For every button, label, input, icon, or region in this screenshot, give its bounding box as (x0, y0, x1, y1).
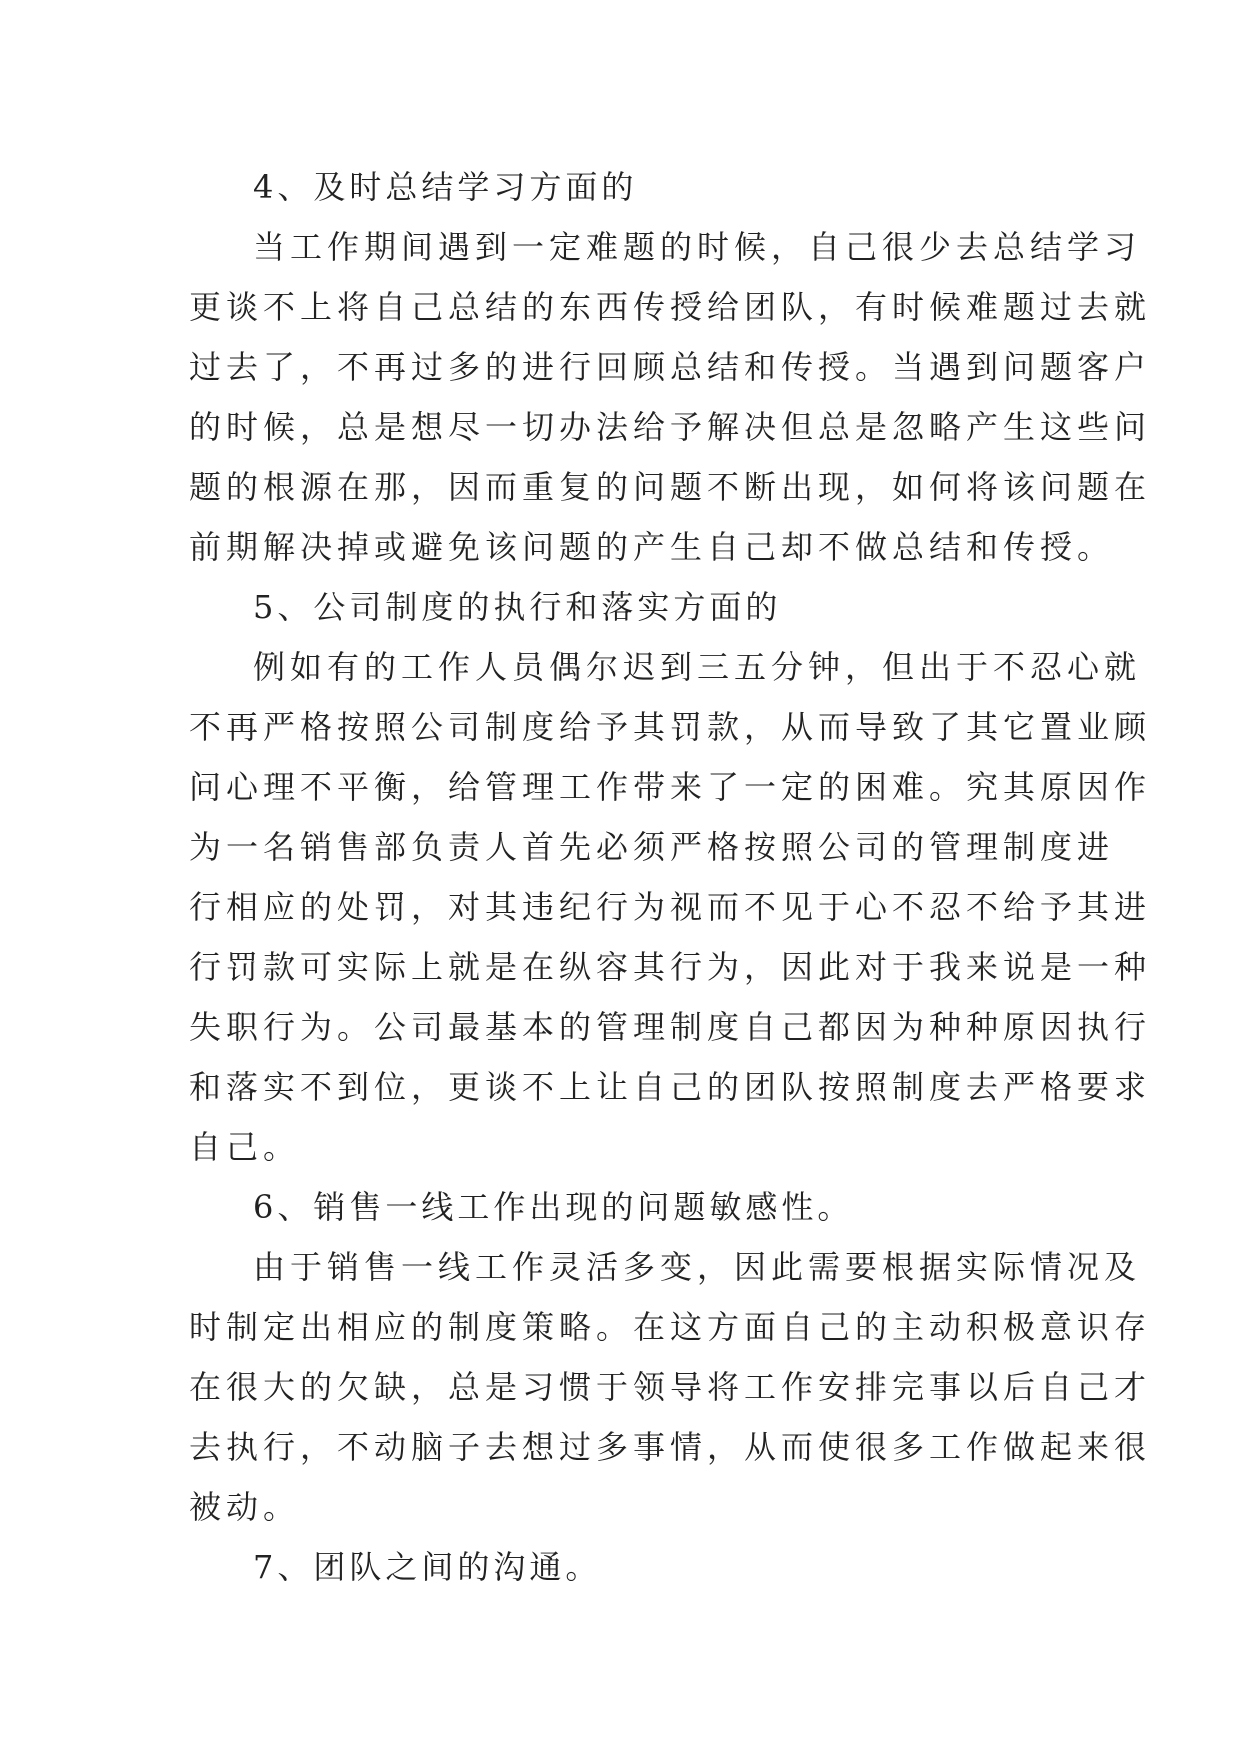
paragraph-line: 时制定出相应的制度策略。在这方面自己的主动积极意识存 (189, 1308, 1152, 1346)
paragraph-line: 过去了，不再过多的进行回顾总结和传授。当遇到问题客户 (189, 348, 1152, 386)
paragraph-line: 行相应的处罚，对其违纪行为视而不见于心不忍不给予其进 (189, 888, 1152, 926)
section-heading-5: 5、公司制度的执行和落实方面的 (253, 588, 782, 626)
paragraph-line: 问心理不平衡，给管理工作带来了一定的困难。究其原因作 (189, 768, 1152, 806)
paragraph-line: 更谈不上将自己总结的东西传授给团队，有时候难题过去就 (189, 288, 1152, 326)
paragraph-line: 行罚款可实际上就是在纵容其行为，因此对于我来说是一种 (189, 948, 1152, 986)
paragraph-line: 在很大的欠缺，总是习惯于领导将工作安排完事以后自己才 (189, 1368, 1152, 1406)
paragraph-line: 不再严格按照公司制度给予其罚款，从而导致了其它置业顾 (189, 708, 1152, 746)
section-heading-6: 6、销售一线工作出现的问题敏感性。 (253, 1188, 854, 1226)
paragraph-line: 由于销售一线工作灵活多变，因此需要根据实际情况及 (253, 1248, 1142, 1286)
section-paragraph-4 (189, 217, 1152, 577)
section-heading-7: 7、团队之间的沟通。 (253, 1548, 602, 1586)
paragraph-line: 当工作期间遇到一定难题的时候，自己很少去总结学习 (253, 228, 1142, 266)
paragraph-line: 去执行，不动脑子去想过多事情，从而使很多工作做起来很 (189, 1428, 1152, 1466)
paragraph-line: 前期解决掉或避免该问题的产生自己却不做总结和传授。 (189, 528, 1115, 566)
section-heading-4: 4、及时总结学习方面的 (253, 168, 638, 206)
section-paragraph-6 (189, 1237, 1152, 1537)
paragraph-line: 被动。 (189, 1488, 301, 1526)
paragraph-line: 自己。 (189, 1128, 301, 1166)
document-body (189, 157, 1152, 1597)
paragraph-line: 的时候，总是想尽一切办法给予解决但总是忽略产生这些问 (189, 408, 1152, 446)
paragraph-line: 例如有的工作人员偶尔迟到三五分钟，但出于不忍心就 (253, 648, 1142, 686)
section-paragraph-5 (189, 637, 1152, 1177)
paragraph-line: 失职行为。公司最基本的管理制度自己都因为种种原因执行 (189, 1008, 1152, 1046)
paragraph-line: 题的根源在那，因而重复的问题不断出现，如何将该问题在 (189, 468, 1152, 506)
paragraph-line: 为一名销售部负责人首先必须严格按照公司的管理制度进 (189, 828, 1115, 866)
paragraph-line: 和落实不到位，更谈不上让自己的团队按照制度去严格要求 (189, 1068, 1152, 1106)
